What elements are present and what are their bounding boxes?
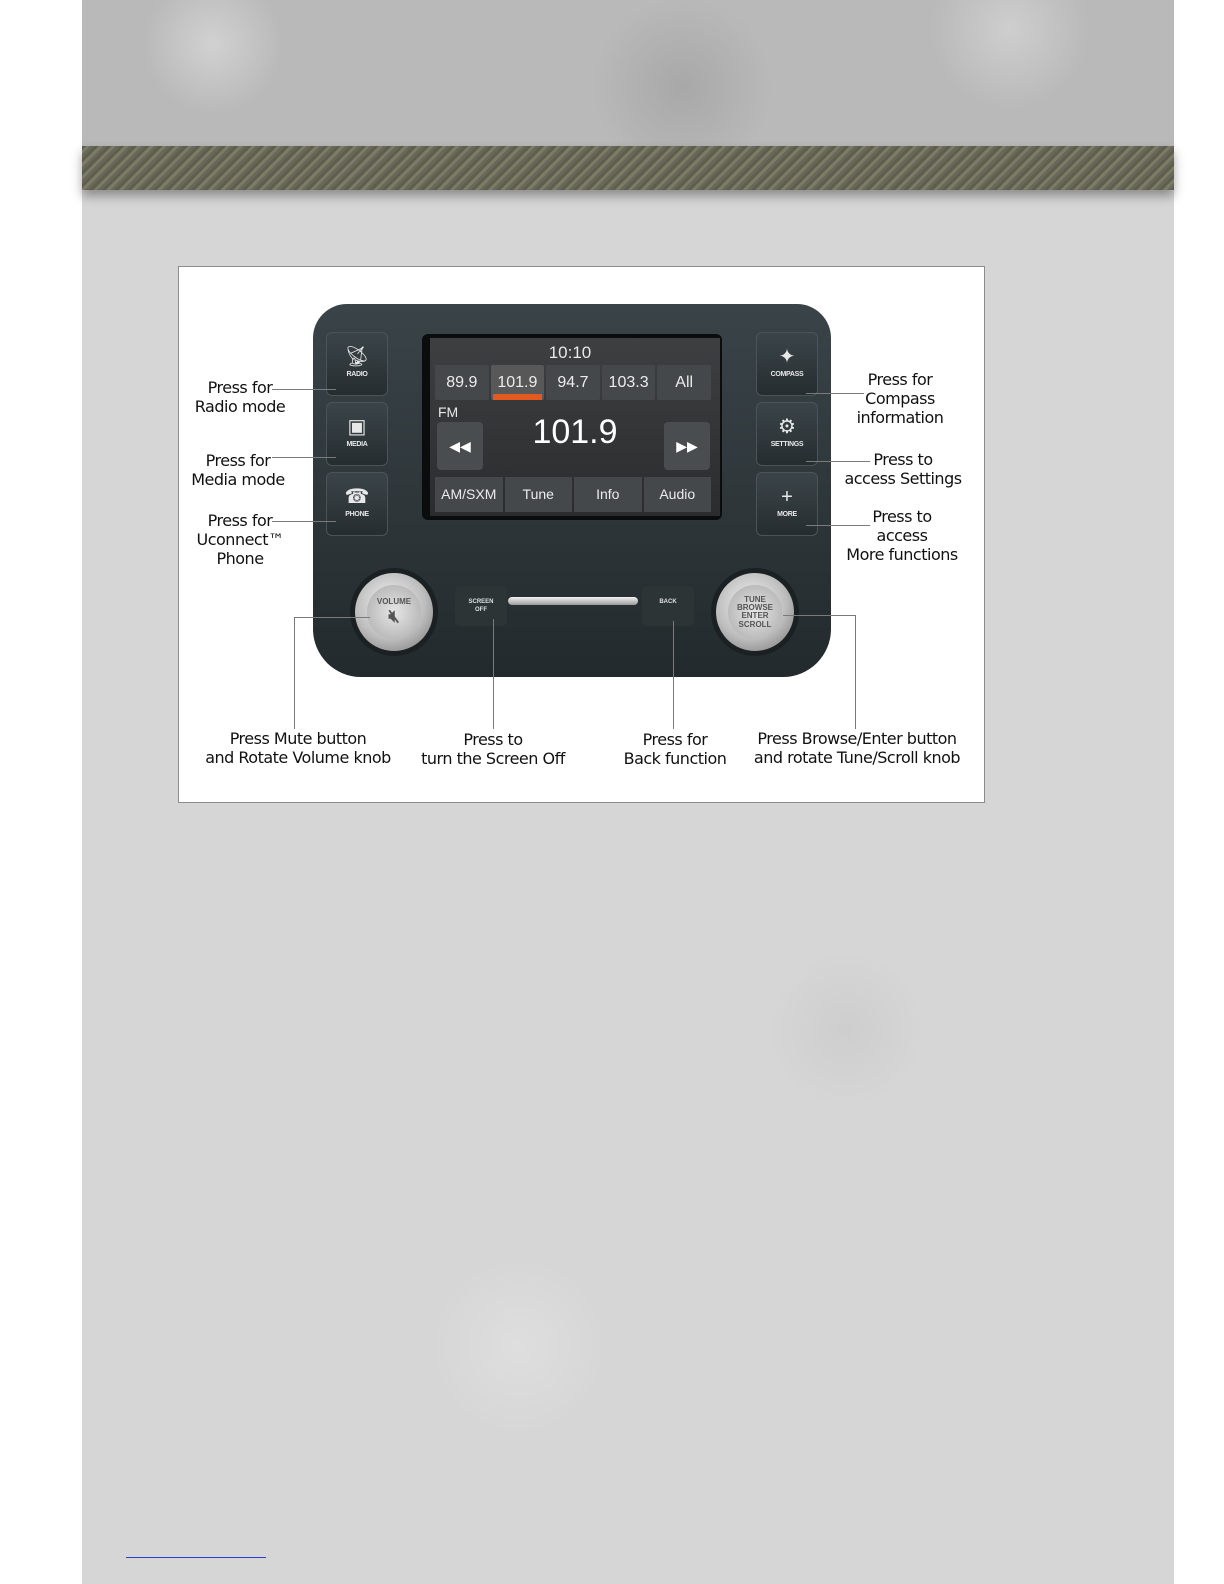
callout-media: Press for Media mode [191, 451, 285, 489]
radio-button[interactable]: 📡︎ RADIO [326, 332, 388, 396]
cd-slot [508, 597, 638, 605]
soft-button-row [434, 477, 712, 512]
settings-button[interactable]: ⚙ SETTINGS [756, 402, 818, 466]
tune-button[interactable]: Tune [505, 477, 573, 512]
audio-button[interactable]: Audio [644, 477, 712, 512]
am-sxm-button[interactable]: AM/SXM [435, 477, 503, 512]
preset-row [434, 365, 712, 400]
seek-forward-icon[interactable]: ▶▶ [664, 422, 710, 470]
media-icon: ▣ [347, 416, 367, 438]
preset-3[interactable]: 94.7 [546, 365, 600, 400]
plus-icon: + [781, 486, 793, 508]
leader-browse-v [855, 615, 856, 729]
seek-back-icon[interactable]: ◀◀ [437, 422, 483, 470]
callout-back: Press for Back function [623, 730, 727, 768]
more-button[interactable]: + MORE [756, 472, 818, 536]
phone-button[interactable]: ☎ PHONE [326, 472, 388, 536]
preset-4[interactable]: 103.3 [602, 365, 656, 400]
compass-icon: ✦ [778, 346, 796, 368]
callout-radio: Press for Radio mode [194, 378, 286, 416]
callout-compass: Press for Compass information [856, 370, 944, 427]
leader-browse-h [783, 615, 855, 616]
callout-more: Press to access More functions [846, 507, 958, 564]
callout-phone: Press for Uconnect™ Phone [196, 511, 284, 568]
frequency-display: 101.9 [532, 413, 618, 451]
callout-settings: Press to access Settings [844, 450, 962, 488]
screen-off-button[interactable]: SCREEN OFF [455, 586, 507, 626]
info-button[interactable]: Info [574, 477, 642, 512]
preset-2[interactable]: 101.9 [491, 365, 545, 400]
leader-back [673, 621, 674, 729]
header-banner [82, 0, 1174, 146]
media-button[interactable]: ▣ MEDIA [326, 402, 388, 466]
header-stripe [82, 146, 1174, 190]
antenna-icon: 📡︎ [344, 346, 370, 368]
footer-link-underline[interactable] [126, 1557, 266, 1558]
preset-1[interactable]: 89.9 [435, 365, 489, 400]
phone-icon: ☎ [344, 486, 370, 508]
gear-icon: ⚙ [778, 416, 796, 438]
tune-scroll-knob[interactable]: TUNE BROWSE ENTER SCROLL [711, 568, 799, 656]
callout-volume: Press Mute button and Rotate Volume knob [205, 729, 391, 767]
mute-icon: 🔇︎ [388, 606, 400, 626]
back-button[interactable]: BACK [642, 586, 694, 626]
callout-screen-off: Press to turn the Screen Off [421, 730, 565, 768]
volume-knob[interactable]: VOLUME 🔇︎ [350, 568, 438, 656]
preset-all[interactable]: All [657, 365, 711, 400]
leader-volume-v [294, 617, 295, 729]
leader-volume-h [294, 617, 370, 618]
compass-button[interactable]: ✦ COMPASS [756, 332, 818, 396]
callout-browse: Press Browse/Enter button and rotate Tune/Scroll knob [753, 729, 961, 767]
leader-screen-off [493, 619, 494, 729]
clock: 10:10 [548, 343, 592, 362]
band-label: FM [438, 404, 459, 420]
